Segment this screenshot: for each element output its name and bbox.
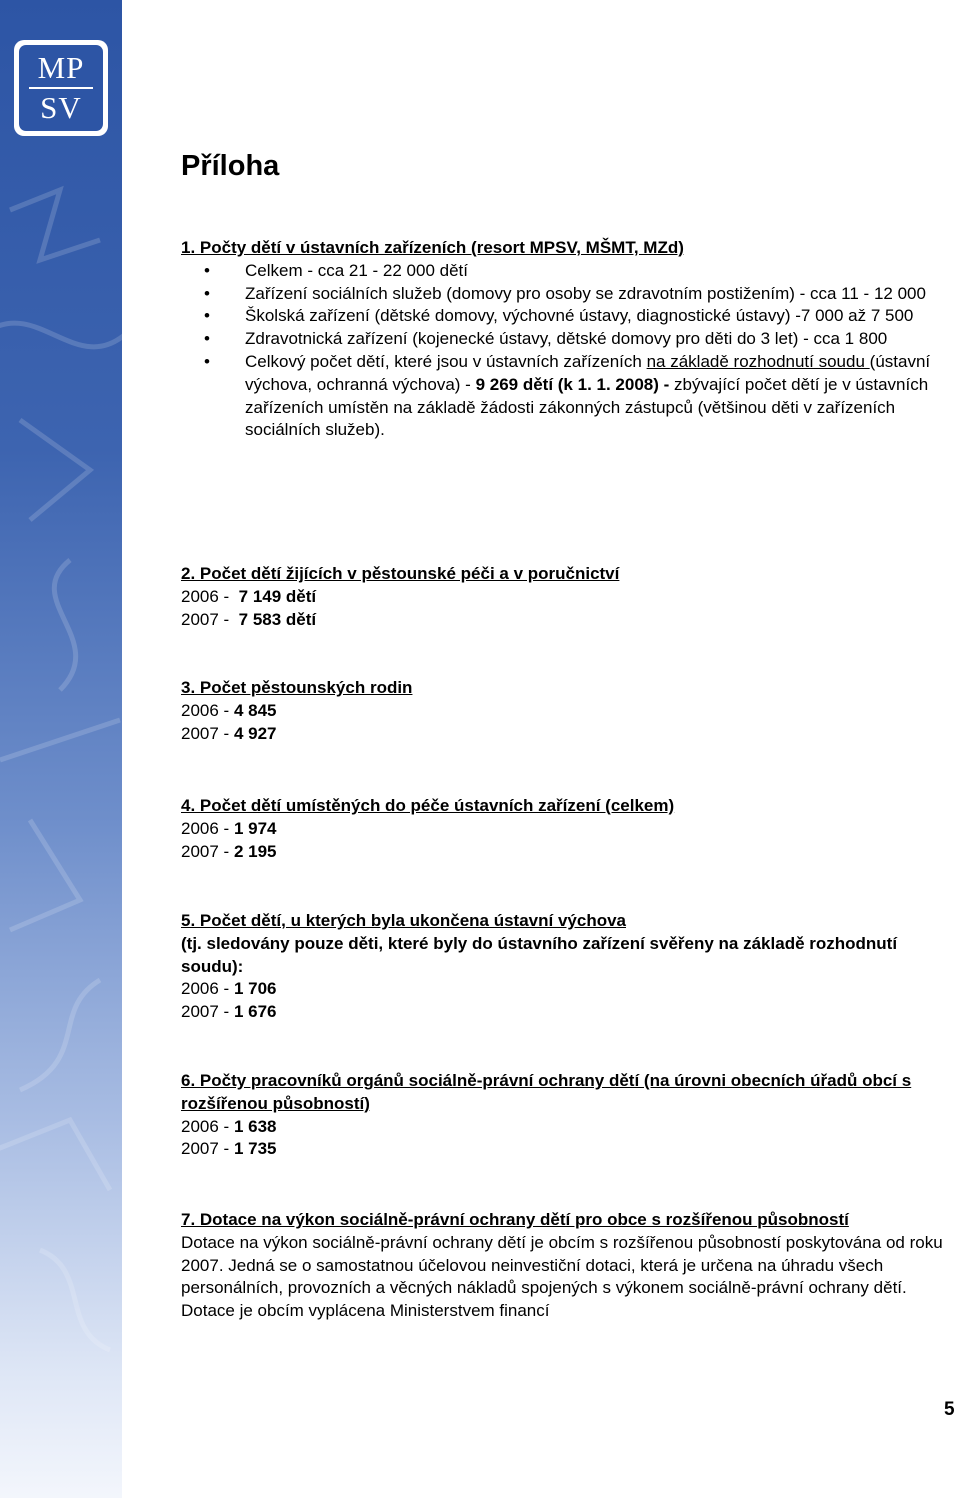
stat-row <box>181 978 946 1001</box>
stat-value: 1 676 <box>233 1002 277 1022</box>
stat-year: 2007 - <box>181 1002 234 1022</box>
stat-year: 2007 - <box>181 841 234 861</box>
section-7-text: Dotace na výkon sociálně-právní ochrany dětí je obcím s rozšířenou působností poskytována od roku 2007. Jedná se o samostatnou účelovou neinvestiční dotaci, která je určena na úhradu všech personálních, provozních a věcných nákladů spojených s výkonem sociálně-právní ochrany dětí. Dotace je obcím vyplácena Ministerstvem financí <box>181 1232 943 1321</box>
list-item-underlined: na základě rozhodnutí soudu <box>646 351 870 371</box>
section-2-heading: 2. Počet dětí žijících v pěstounské péči a v poručnictví <box>181 564 620 583</box>
stat-row <box>181 700 946 723</box>
logo-text-bottom: SV <box>40 90 82 125</box>
logo-divider <box>29 87 93 89</box>
stat-row <box>181 841 946 864</box>
stat-value: 4 927 <box>233 723 277 743</box>
stat-row <box>181 586 946 609</box>
stat-year: 2006 - <box>181 818 234 838</box>
stat-year: 2006 - <box>181 700 234 720</box>
decorative-sidebar <box>0 0 122 1498</box>
page-title: Příloha <box>181 150 280 182</box>
stat-year: 2006 - <box>181 1116 234 1136</box>
letter-pattern <box>0 0 122 1498</box>
stat-value: 7 149 dětí <box>238 586 317 606</box>
logo-text-top: MP <box>37 50 85 85</box>
section-3-heading: 3. Počet pěstounských rodin <box>181 678 413 697</box>
list-item-text: zbývající počet dětí je v ústavních zařízeních umístěn na základě žádosti zákonných zástupců (většinou děti v zařízeních sociálních služeb). <box>245 374 929 440</box>
section-2 <box>181 563 946 631</box>
stat-row <box>181 723 946 746</box>
section-6-heading: 6. Počty pracovníků orgánů sociálně-právní ochrany dětí (na úrovni obecních úřadů obcí s rozšířenou působností) <box>181 1071 912 1113</box>
page-number: 5 <box>944 1399 955 1420</box>
section-7-heading: 7. Dotace na výkon sociálně-právní ochrany dětí pro obce s rozšířenou působností <box>181 1210 849 1229</box>
stat-row <box>181 818 946 841</box>
section-4 <box>181 795 946 863</box>
section-5-heading: 5. Počet dětí, u kterých byla ukončena ústavní výchova <box>181 911 626 930</box>
section-5 <box>181 910 946 1024</box>
section-7 <box>181 1209 946 1323</box>
stat-row <box>181 1001 946 1024</box>
stat-value: 4 845 <box>233 700 277 720</box>
list-item: • Zařízení sociálních služeb (domovy pro osoby se zdravotním postižením) - cca 11 - 12 000 <box>181 283 946 306</box>
list-item <box>181 351 946 442</box>
section-1 <box>181 237 946 442</box>
stat-year: 2007 - <box>181 1139 234 1159</box>
stat-row <box>181 1138 946 1161</box>
stat-row <box>181 609 946 632</box>
stat-value: 7 583 dětí <box>238 609 317 629</box>
list-item: • Školská zařízení (dětské domovy, výchovné ústavy, diagnostické ústavy) -7 000 až 7 500 <box>181 305 946 328</box>
section-5-note: (tj. sledovány pouze děti, které byly do ústavního zařízení svěřeny na základě rozhodnutí soudu): <box>181 933 898 976</box>
stat-value: 2 195 <box>233 841 277 861</box>
section-1-heading: 1. Počty dětí v ústavních zařízeních (resort MPSV, MŠMT, MZd) <box>181 238 684 257</box>
section-3 <box>181 677 946 745</box>
section-4-heading: 4. Počet dětí umístěných do péče ústavních zařízení (celkem) <box>181 796 675 815</box>
stat-value: 1 638 <box>233 1116 277 1136</box>
list-item-text: Celkový počet dětí, které jsou v ústavních zařízeních <box>245 351 647 371</box>
stat-row <box>181 1116 946 1139</box>
stat-year: 2007 - <box>181 609 239 629</box>
list-item-bold: 9 269 dětí (k 1. 1. 2008) - <box>475 374 670 394</box>
stat-year: 2006 - <box>181 979 234 999</box>
list-item: • Zdravotnická zařízení (kojenecké ústavy, dětské domovy pro děti do 3 let) - cca 1 800 <box>181 328 946 351</box>
list-item-text: (ústavní výchova, ochranná výchova) - <box>245 351 931 394</box>
section-1-list <box>181 260 946 442</box>
stat-value: 1 974 <box>233 818 277 838</box>
mpsv-logo <box>14 40 108 136</box>
stat-value: 1 706 <box>233 979 277 999</box>
stat-year: 2006 - <box>181 586 239 606</box>
list-item: • Celkem - cca 21 - 22 000 dětí <box>181 260 946 283</box>
stat-year: 2007 - <box>181 723 234 743</box>
section-6 <box>181 1070 946 1161</box>
stat-value: 1 735 <box>233 1139 277 1159</box>
